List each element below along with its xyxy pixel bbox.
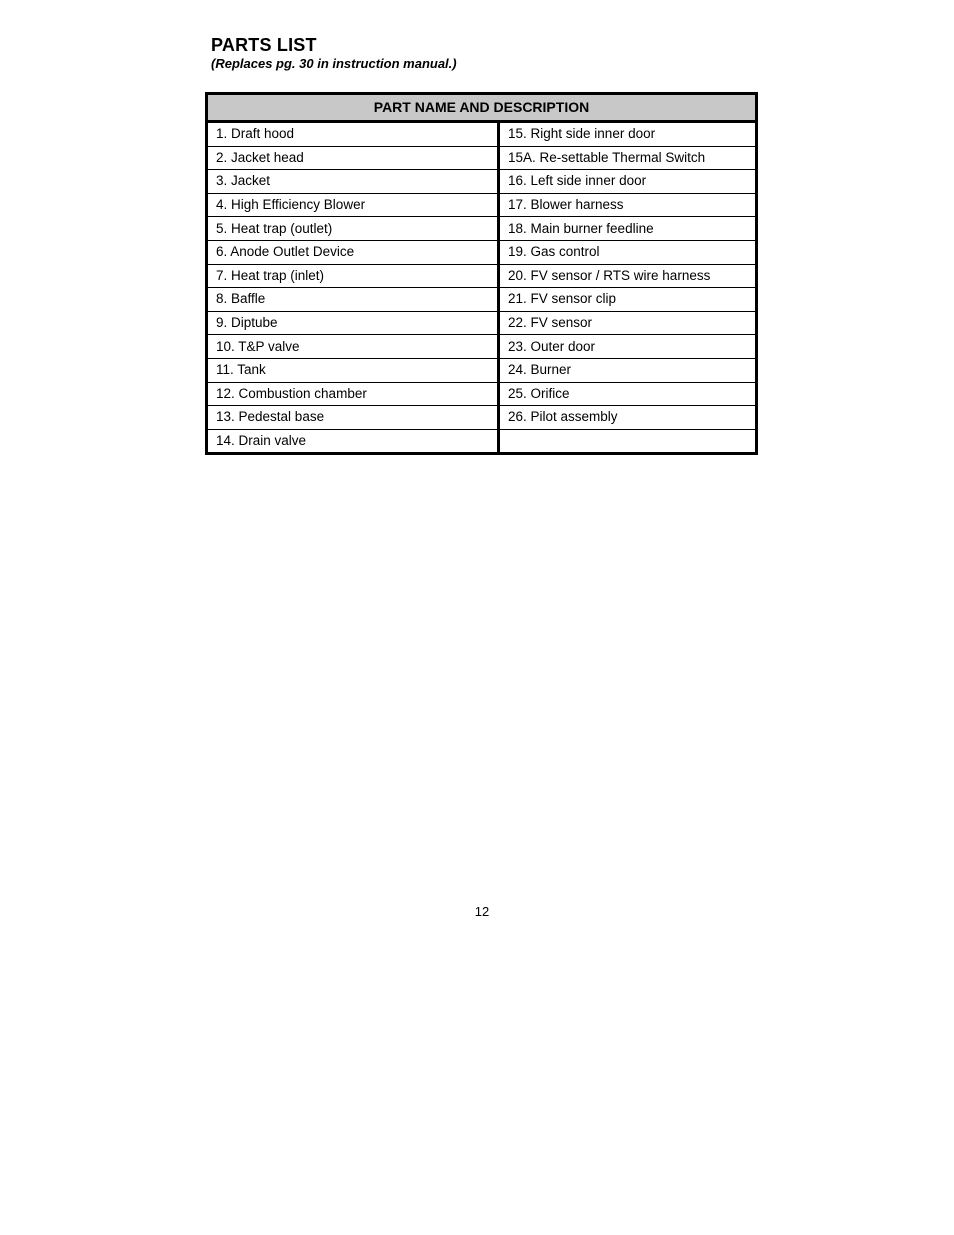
parts-table-body bbox=[208, 123, 755, 452]
part-cell-left: 1. Draft hood bbox=[208, 123, 499, 146]
parts-table bbox=[205, 92, 758, 455]
part-cell-right: 26. Pilot assembly bbox=[499, 406, 756, 430]
part-cell-right: 19. Gas control bbox=[499, 240, 756, 264]
table-row bbox=[208, 335, 755, 359]
part-cell-left: 2. Jacket head bbox=[208, 146, 499, 170]
part-cell-left: 8. Baffle bbox=[208, 288, 499, 312]
table-heading: PART NAME AND DESCRIPTION bbox=[208, 95, 755, 123]
part-cell-left: 4. High Efficiency Blower bbox=[208, 193, 499, 217]
part-cell-left: 10. T&P valve bbox=[208, 335, 499, 359]
part-cell-right: 24. Burner bbox=[499, 358, 756, 382]
table-row bbox=[208, 217, 755, 241]
part-cell-left: 12. Combustion chamber bbox=[208, 382, 499, 406]
part-cell-left: 6. Anode Outlet Device bbox=[208, 240, 499, 264]
part-cell-left: 5. Heat trap (outlet) bbox=[208, 217, 499, 241]
page-subtitle: (Replaces pg. 30 in instruction manual.) bbox=[211, 56, 457, 71]
part-cell-left: 13. Pedestal base bbox=[208, 406, 499, 430]
part-cell-left: 14. Drain valve bbox=[208, 429, 499, 452]
part-cell-left: 11. Tank bbox=[208, 358, 499, 382]
page-title: PARTS LIST bbox=[211, 35, 317, 55]
table-row bbox=[208, 193, 755, 217]
table-row bbox=[208, 264, 755, 288]
part-cell-right: 21. FV sensor clip bbox=[499, 288, 756, 312]
part-cell-right: 25. Orifice bbox=[499, 382, 756, 406]
page-number: 12 bbox=[474, 904, 490, 919]
table-row bbox=[208, 429, 755, 452]
part-cell-right: 20. FV sensor / RTS wire harness bbox=[499, 264, 756, 288]
parts-grid bbox=[208, 123, 755, 452]
table-row bbox=[208, 358, 755, 382]
part-cell-right: 23. Outer door bbox=[499, 335, 756, 359]
part-cell-right: 15. Right side inner door bbox=[499, 123, 756, 146]
part-cell-right bbox=[499, 429, 756, 452]
table-row bbox=[208, 406, 755, 430]
table-row bbox=[208, 146, 755, 170]
part-cell-right: 22. FV sensor bbox=[499, 311, 756, 335]
table-row bbox=[208, 288, 755, 312]
part-cell-right: 17. Blower harness bbox=[499, 193, 756, 217]
table-row bbox=[208, 311, 755, 335]
table-row bbox=[208, 123, 755, 146]
part-cell-left: 3. Jacket bbox=[208, 170, 499, 194]
table-row bbox=[208, 240, 755, 264]
table-row bbox=[208, 170, 755, 194]
part-cell-right: 18. Main burner feedline bbox=[499, 217, 756, 241]
part-cell-right: 16. Left side inner door bbox=[499, 170, 756, 194]
part-cell-left: 9. Diptube bbox=[208, 311, 499, 335]
part-cell-right: 15A. Re-settable Thermal Switch bbox=[499, 146, 756, 170]
table-row bbox=[208, 382, 755, 406]
part-cell-left: 7. Heat trap (inlet) bbox=[208, 264, 499, 288]
